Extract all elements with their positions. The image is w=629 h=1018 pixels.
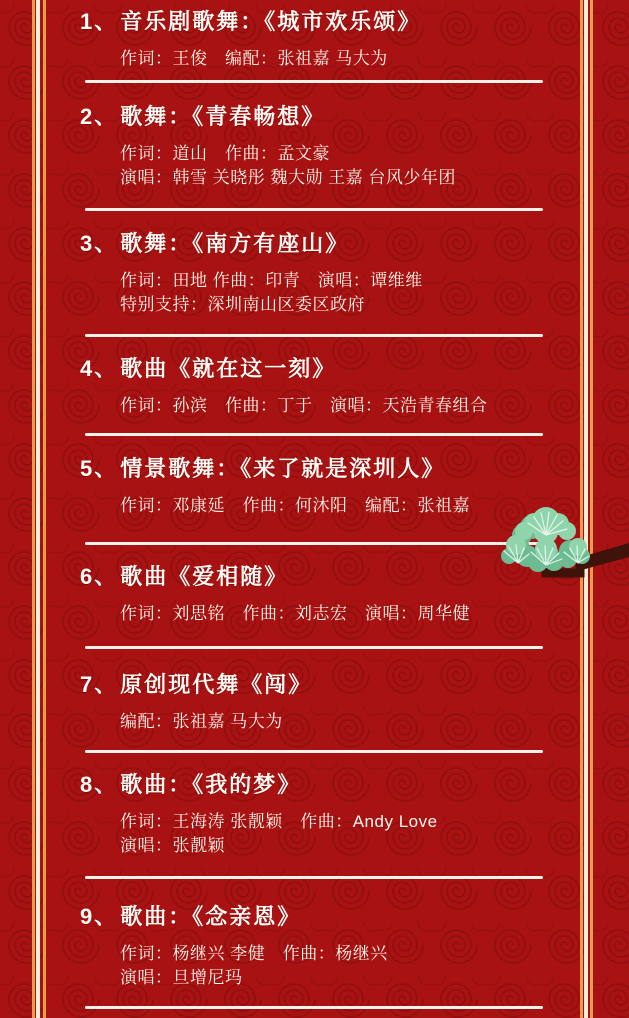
separator-line: [85, 80, 543, 83]
program-item-title: 原创现代舞《闯》: [120, 672, 313, 697]
program-item-title: 歌曲：《我的梦》: [120, 772, 302, 797]
program-item-title-line: [80, 232, 593, 256]
separator-line: [85, 433, 543, 436]
program-item-title: 歌曲《爱相随》: [120, 564, 289, 589]
program-item-credits: 作词：孙滨 作曲：丁于 演唱：天浩青春组合: [120, 396, 488, 415]
program-item-number: 9、: [80, 904, 119, 929]
program-item-number: 2、: [80, 104, 119, 129]
program-item-title-line: [80, 773, 593, 797]
separator-line: [85, 208, 543, 211]
program-item: [80, 673, 593, 734]
program-item-credits: 作词：田地 作曲：印青 演唱：谭维维: [120, 271, 423, 290]
program-item: [80, 10, 593, 71]
program-item-number: 7、: [80, 672, 119, 697]
program-item-credits: 作词：邓康延 作曲：何沐阳 编配：张祖嘉: [120, 496, 470, 515]
program-item: [80, 105, 593, 190]
program-item-title-line: [80, 905, 593, 929]
separator-line: [85, 876, 543, 879]
program-item-number: 1、: [80, 9, 119, 34]
program-item-title: 音乐剧歌舞：《城市欢乐颂》: [120, 9, 422, 34]
separator-line: [85, 542, 543, 545]
program-item-credits: 作词：道山 作曲：孟文豪: [120, 144, 330, 163]
program-item: [80, 357, 593, 418]
program-item-title-line: [80, 10, 593, 34]
program-item-credits: 编配：张祖嘉 马大为: [120, 712, 283, 731]
program-item-credits: 作词：刘思铭 作曲：刘志宏 演唱：周华健: [120, 604, 470, 623]
program-item-title: 歌曲《就在这一刻》: [120, 356, 337, 381]
program-item-title-line: [80, 673, 593, 697]
pine-branch-icon: [494, 499, 629, 605]
program-item-number: 3、: [80, 231, 119, 256]
program-item-credits: 作词：王海涛 张靓颖 作曲：Andy Love: [120, 812, 438, 831]
separator-line: [85, 1006, 543, 1009]
program-item-title-line: [80, 457, 593, 481]
program-item-credits: 特别支持：深圳南山区委区政府: [120, 295, 365, 314]
separator-line: [85, 750, 543, 753]
program-item-credits: 作词：杨继兴 李健 作曲：杨继兴: [120, 944, 388, 963]
program-item-credits: 演唱：张靓颖: [120, 836, 225, 855]
program-item-title: 歌曲：《念亲恩》: [120, 904, 302, 929]
program-item-credits: 演唱：韩雪 关晓彤 魏大勋 王嘉 台风少年团: [120, 168, 456, 187]
program-item: [80, 905, 593, 990]
program-item-title: 歌舞：《青春畅想》: [120, 104, 326, 129]
program-item-credits: 演唱：旦增尼玛: [120, 968, 243, 987]
separator-line: [85, 334, 543, 337]
program-item-number: 5、: [80, 456, 119, 481]
program-item-title-line: [80, 105, 593, 129]
program-item-title-line: [80, 357, 593, 381]
program-item-title: 歌舞：《南方有座山》: [120, 231, 350, 256]
program-item-title: 情景歌舞：《来了就是深圳人》: [120, 456, 446, 481]
program-item: [80, 773, 593, 858]
program-item: [80, 232, 593, 317]
program-item-credits: 作词：王俊 编配：张祖嘉 马大为: [120, 49, 388, 68]
separator-line: [85, 646, 543, 649]
program-item-number: 6、: [80, 564, 119, 589]
program-item-number: 4、: [80, 356, 119, 381]
program-item-number: 8、: [80, 772, 119, 797]
